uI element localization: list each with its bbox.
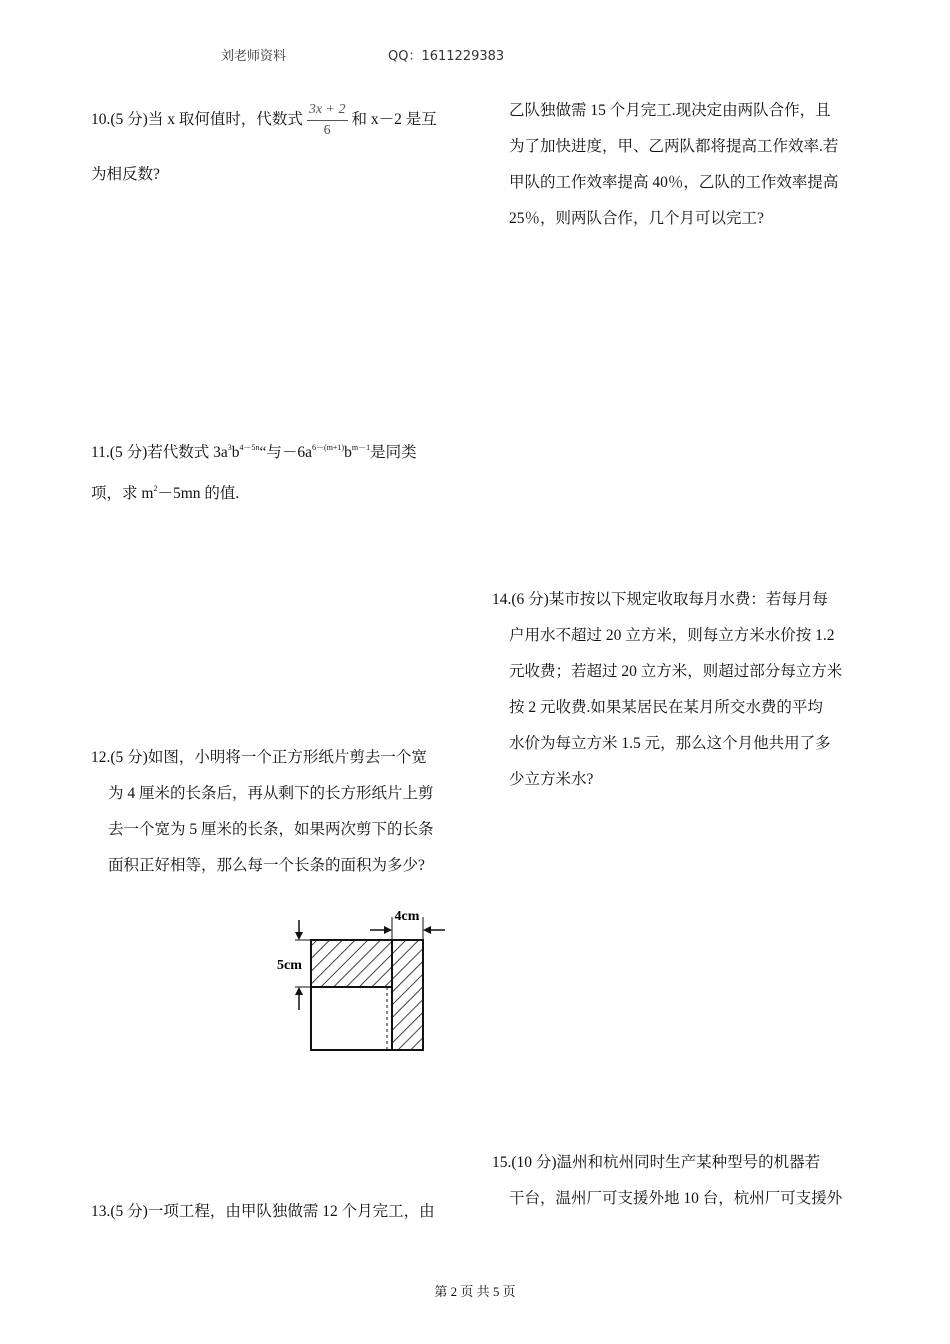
q12-line-4: 面积正好相等，那么每一个长条的面积为多少?: [108, 857, 425, 874]
q11-exp-4: m－1: [351, 443, 371, 452]
q14-line-1: 14.(6 分)某市按以下规定收取每月水费：若每月每: [492, 591, 828, 608]
q13-line-1: 13.(5 分)一项工程，由甲队独做需 12 个月完工，由: [91, 1203, 435, 1220]
q11-part-a: 11.(5 分)若代数式 3a: [91, 444, 228, 461]
arrow-left-icon: [423, 926, 431, 934]
q13-cont-line-3: 甲队的工作效率提高 40％，乙队的工作效率提高: [509, 174, 839, 191]
label-4cm: 4cm: [394, 909, 420, 924]
q11-exp-2: 4－5n: [239, 443, 260, 452]
q11-exp-1: 3: [227, 443, 232, 452]
q11-line2-a: 项，求 m: [91, 485, 154, 502]
q11-line2-b: －5mn 的值.: [157, 485, 240, 502]
strip-diagram: [275, 905, 475, 1055]
q14-line-4: 按 2 元收费.如果某居民在某月所交水费的平均: [509, 699, 823, 716]
question-14: [492, 582, 842, 798]
square-paper-figure: [275, 905, 475, 1060]
top-strip-hatched: [311, 940, 392, 987]
arrow-up-icon: [295, 987, 303, 995]
algebraic-fraction: [307, 102, 348, 139]
q13-cont-line-1: 乙队独做需 15 个月完工.现决定由两队合作，且: [509, 102, 831, 119]
q10-line-2: 为相反数?: [91, 166, 160, 183]
q13-cont-line-2: 为了加快进度，甲、乙两队都将提高工作效率.若: [509, 138, 839, 155]
fraction-numerator: 3x + 2: [307, 102, 348, 121]
arrow-right-icon: [384, 926, 392, 934]
header-qq: QQ：1611229383: [388, 49, 505, 64]
q14-line-6: 少立方米水?: [509, 771, 594, 788]
q15-line-1: 15.(10 分)温州和杭州同时生产某种型号的机器若: [492, 1154, 821, 1171]
q11-exp-3: 6－(m+1): [312, 443, 345, 452]
q11-exp-5: 2: [153, 484, 158, 493]
q10-tail: 和 x－2 是互: [351, 111, 437, 129]
arrow-down-icon: [295, 932, 303, 940]
q10-lead: 10.(5 分)当 x 取何值时，代数式: [91, 111, 303, 129]
right-strip-hatched: [392, 940, 423, 1050]
q11-line-1: [91, 430, 417, 471]
page-footer: 第 2 页 共 5 页: [434, 1284, 516, 1299]
q12-line-3: 去一个宽为 5 厘米的长条，如果两次剪下的长条: [108, 821, 434, 838]
question-13-continued: [509, 93, 838, 237]
question-11: [91, 430, 417, 512]
question-10: [91, 102, 437, 193]
question-13: [91, 1194, 435, 1230]
question-15: [492, 1145, 842, 1217]
q11-line-2: [91, 471, 417, 512]
q14-line-2: 户用水不超过 20 立方米，则每立方米水价按 1.2: [509, 627, 835, 644]
q12-line-2: 为 4 厘米的长条后，再从剩下的长方形纸片上剪: [108, 785, 434, 802]
q14-line-5: 水价为每立方米 1.5 元，那么这个月他共用了多: [509, 735, 831, 752]
q11-part-e: 是同类: [370, 444, 417, 461]
q11-part-d: b: [344, 444, 352, 461]
q13-cont-line-4: 25％，则两队合作，几个月可以完工?: [509, 210, 764, 227]
header-source: 刘老师资料: [221, 49, 287, 64]
fraction-denominator: 6: [323, 123, 331, 138]
q14-line-3: 元收费；若超过 20 立方米，则超过部分每立方米: [509, 663, 843, 680]
question-12: [91, 740, 434, 884]
q12-line-1: 12.(5 分)如图，小明将一个正方形纸片剪去一个宽: [91, 749, 427, 766]
q15-line-2: 干台，温州厂可支援外地 10 台，杭州厂可支援外: [509, 1190, 843, 1207]
q11-part-c: “与－6a: [259, 444, 313, 461]
q11-part-b: b: [231, 444, 240, 461]
label-5cm: 5cm: [277, 958, 302, 973]
q10-line-1: [91, 102, 437, 139]
